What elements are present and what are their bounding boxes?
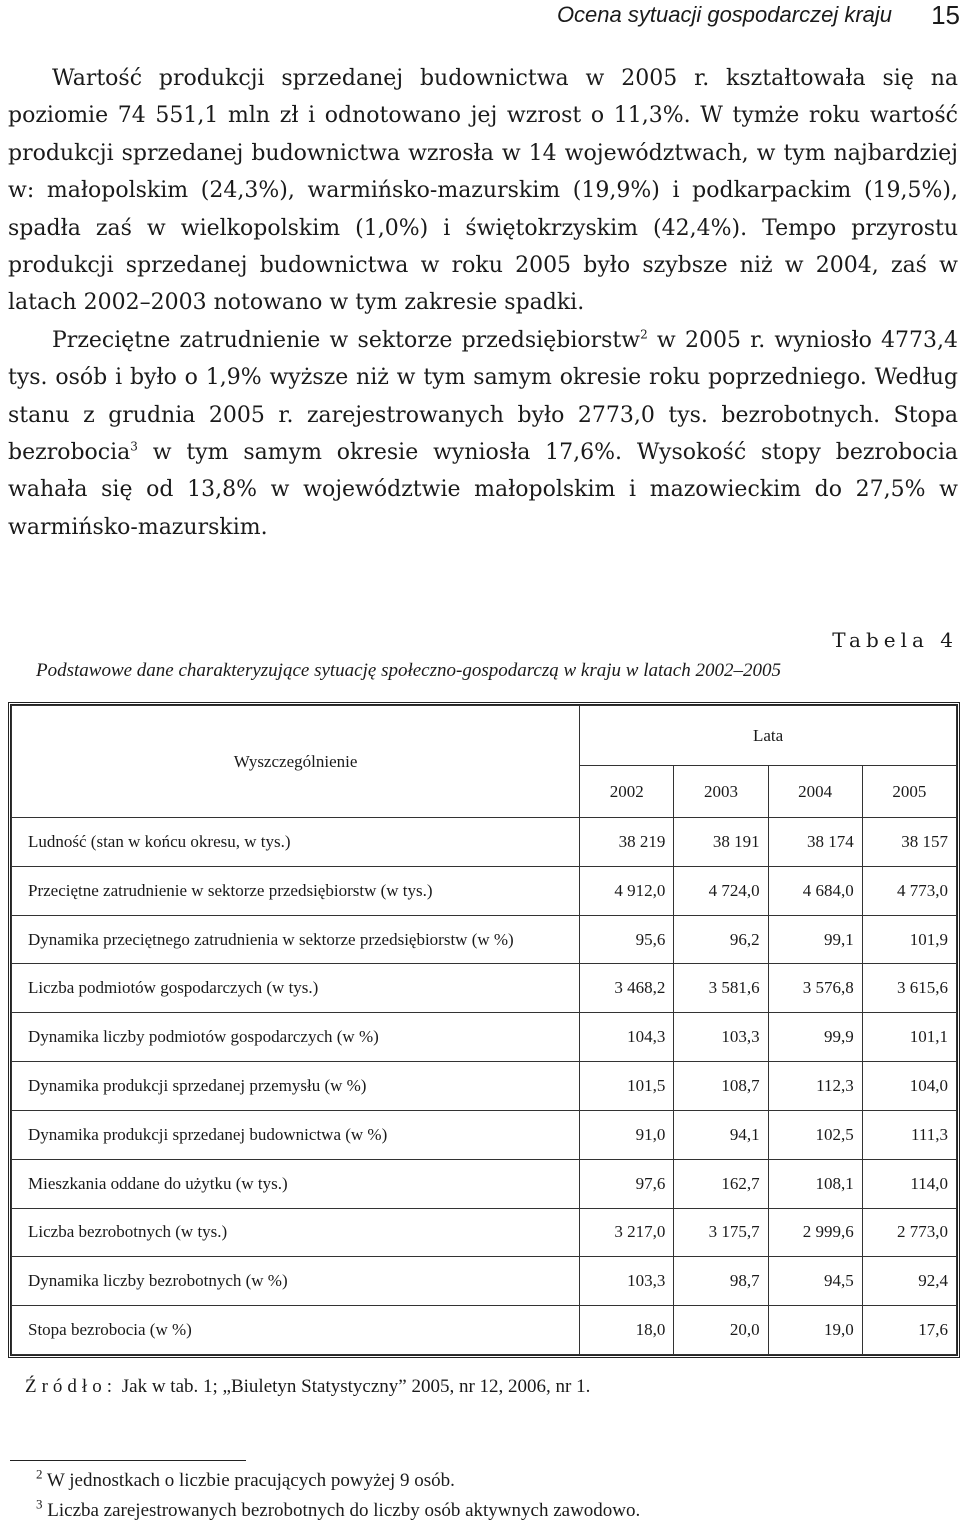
table-cell: 104,3: [580, 1013, 674, 1062]
paragraph-2-part-3: w tym samym okresie wyniosła 17,6%. Wysokość stopy bezrobocia wahała się od 13,8% w województwie małopolskim i mazowieckim do 27,5% w warmińsko-mazurskim.: [8, 440, 958, 540]
table-cell: 38 174: [768, 818, 862, 867]
table-cell: 4 684,0: [768, 866, 862, 915]
table-body: [12, 818, 957, 1355]
row-label: Dynamika produkcji sprzedanej budownictwa (w %): [12, 1110, 580, 1159]
table-cell: 2 773,0: [862, 1208, 956, 1257]
table-row: [12, 1257, 957, 1306]
footnote: [36, 1466, 455, 1492]
table-cell: 3 581,6: [674, 964, 768, 1013]
year-header: 2005: [862, 766, 956, 818]
row-label: Liczba bezrobotnych (w tys.): [12, 1208, 580, 1257]
row-label: Dynamika liczby bezrobotnych (w %): [12, 1257, 580, 1306]
paragraph-1: Wartość produkcji sprzedanej budownictwa w 2005 r. kształtowała się na poziomie 74 551,1 mln zł i odnotowano jej wzrost o 11,3%. W tymże roku wartość produkcji sprzedanej budownictwa wzrosła w 14 województwach, w tym najbardziej w: małopolskim (24,3%), warmińsko-mazurskim (19,9%) i podkarpackim (19,5%), spadła zaś w wielkopolskim (1,0%) i świętokrzyskim (42,4%). Tempo przyrostu produkcji sprzedanej budownictwa w roku 2005 było szybsze niż w 2004, zaś w latach 2002–2003 notowano w tym zakresie spadki.: [8, 66, 958, 316]
table-cell: 101,9: [862, 915, 956, 964]
table-row: [12, 1013, 957, 1062]
table-cell: 101,1: [862, 1013, 956, 1062]
row-label: Dynamika produkcji sprzedanej przemysłu (w %): [12, 1062, 580, 1111]
table-cell: 112,3: [768, 1062, 862, 1111]
table-cell: 38 219: [580, 818, 674, 867]
table-cell: 4 724,0: [674, 866, 768, 915]
footnote-mark: 3: [36, 1496, 43, 1512]
table-cell: 2 999,6: [768, 1208, 862, 1257]
table-cell: 17,6: [862, 1306, 956, 1355]
table-row: [12, 1208, 957, 1257]
row-label: Ludność (stan w końcu okresu, w tys.): [12, 818, 580, 867]
table-source: [25, 1376, 590, 1398]
years-header: Lata: [580, 706, 957, 766]
table-cell: 38 157: [862, 818, 956, 867]
table-cell: 99,9: [768, 1013, 862, 1062]
row-label: Mieszkania oddane do użytku (w tys.): [12, 1159, 580, 1208]
row-label: Przeciętne zatrudnienie w sektorze przedsiębiorstw (w tys.): [12, 866, 580, 915]
table-cell: 91,0: [580, 1110, 674, 1159]
footnote-mark: 2: [36, 1466, 43, 1482]
source-text: Jak w tab. 1; „Biuletyn Statystyczny” 2005, nr 12, 2006, nr 1.: [117, 1376, 591, 1397]
paragraph-2: [8, 322, 958, 546]
table-cell: 4 912,0: [580, 866, 674, 915]
table-cell: 94,5: [768, 1257, 862, 1306]
table-cell: 111,3: [862, 1110, 956, 1159]
column-header-label: Wyszczególnienie: [12, 706, 580, 818]
table-cell: 162,7: [674, 1159, 768, 1208]
year-header: 2002: [580, 766, 674, 818]
table-cell: 103,3: [674, 1013, 768, 1062]
table-cell: 97,6: [580, 1159, 674, 1208]
table-cell: 114,0: [862, 1159, 956, 1208]
body-text: [8, 60, 958, 546]
table-row: [12, 1110, 957, 1159]
table-cell: 3 615,6: [862, 964, 956, 1013]
table-cell: 95,6: [580, 915, 674, 964]
footnote-text: Liczba zarejestrowanych bezrobotnych do liczby osób aktywnych zawodowo.: [42, 1500, 641, 1521]
table-cell: 98,7: [674, 1257, 768, 1306]
table-row: [12, 1159, 957, 1208]
row-label: Dynamika liczby podmiotów gospodarczych (w %): [12, 1013, 580, 1062]
data-table-frame: [8, 702, 960, 1358]
table-row: [12, 915, 957, 964]
table-cell: 3 175,7: [674, 1208, 768, 1257]
table-cell: 19,0: [768, 1306, 862, 1355]
footnote-ref-3: 3: [130, 439, 138, 454]
running-header: [0, 0, 960, 32]
table-cell: 101,5: [580, 1062, 674, 1111]
table-row: [12, 818, 957, 867]
year-header: 2004: [768, 766, 862, 818]
footnote-text: W jednostkach o liczbie pracujących powyżej 9 osób.: [42, 1470, 455, 1491]
table-cell: 3 217,0: [580, 1208, 674, 1257]
year-header: 2003: [674, 766, 768, 818]
table-cell: 99,1: [768, 915, 862, 964]
table-cell: 4 773,0: [862, 866, 956, 915]
table-cell: 102,5: [768, 1110, 862, 1159]
data-table: [11, 705, 957, 1355]
table-cell: 94,1: [674, 1110, 768, 1159]
page-number: 15: [931, 0, 960, 30]
table-cell: 92,4: [862, 1257, 956, 1306]
table-row: [12, 1306, 957, 1355]
footnote-divider: [10, 1460, 246, 1461]
table-row: [12, 964, 957, 1013]
row-label: Liczba podmiotów gospodarczych (w tys.): [12, 964, 580, 1013]
row-label: Stopa bezrobocia (w %): [12, 1306, 580, 1355]
table-row: [12, 866, 957, 915]
table-cell: 18,0: [580, 1306, 674, 1355]
footnote-ref-2: 2: [640, 327, 648, 342]
running-title: Ocena sytuacji gospodarczej kraju: [556, 2, 892, 27]
table-cell: 104,0: [862, 1062, 956, 1111]
table-cell: 38 191: [674, 818, 768, 867]
table-cell: 20,0: [674, 1306, 768, 1355]
table-cell: 103,3: [580, 1257, 674, 1306]
table-cell: 96,2: [674, 915, 768, 964]
paragraph-2-part-1: Przeciętne zatrudnienie w sektorze przedsiębiorstw: [52, 327, 641, 353]
table-cell: 3 468,2: [580, 964, 674, 1013]
table-row: [12, 1062, 957, 1111]
footnote: [36, 1496, 641, 1522]
paragraph-2-part-2: w 2005 r. wyniosło 4773,4 tys. osób i było o 1,9% wyższe niż w tym samym okresie roku poprzedniego. Według stanu z grudnia 2005 r. zarejestrowanych było 2773,0 tys. bezrobotnych. Stopa bezrobocia: [8, 327, 958, 466]
table-cell: 3 576,8: [768, 964, 862, 1013]
table-caption: Podstawowe dane charakteryzujące sytuację społeczno-gospodarczą w kraju w latach 2002–2005: [36, 660, 781, 681]
source-label: Źródło:: [25, 1376, 117, 1397]
table-cell: 108,7: [674, 1062, 768, 1111]
table-label: Tabela 4: [832, 628, 958, 652]
table-cell: 108,1: [768, 1159, 862, 1208]
row-label: Dynamika przeciętnego zatrudnienia w sektorze przedsiębiorstw (w %): [12, 915, 580, 964]
